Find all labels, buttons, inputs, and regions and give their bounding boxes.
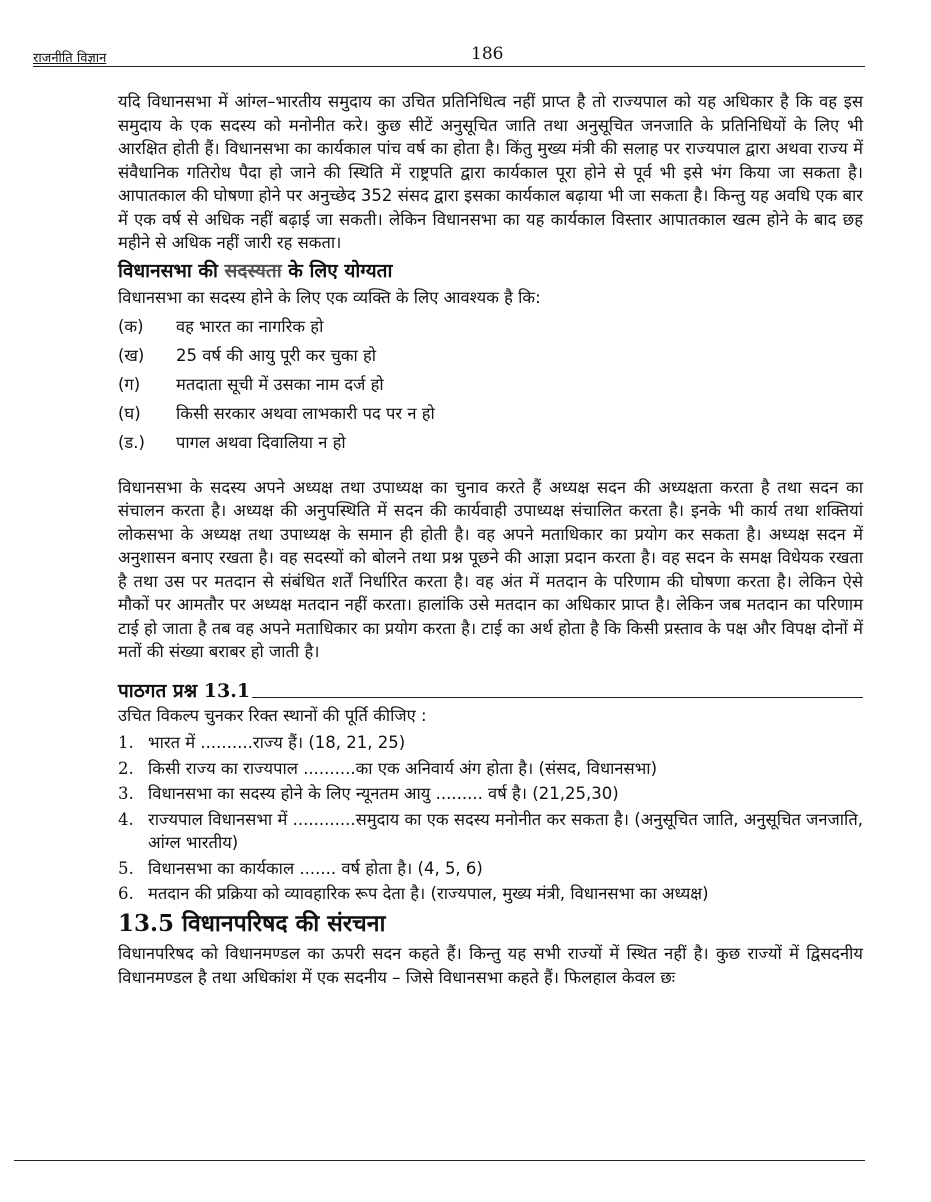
question-item	[118, 857, 863, 881]
list-marker: (ड.)	[118, 433, 145, 453]
question-item	[118, 757, 863, 781]
question-number: 1.	[118, 733, 134, 752]
qualification-intro: विधानसभा का सदस्य होने के लिए एक व्यक्ति के लिए आवश्यक है कि:	[118, 288, 541, 307]
question-number: 3.	[118, 784, 134, 803]
heading-part: के लिए योग्यता	[281, 259, 393, 282]
council-paragraph: विधानपरिषद को विधानमण्डल का ऊपरी सदन कहते हैं। किन्तु यह सभी राज्यों में स्थित नहीं है। कुछ राज्यों में द्विसदनीय विधानमण्डल है तथा अधिकांश में एक सदनीय – जिसे विधानसभा कहते हैं। फिलहाल केवल छः	[118, 944, 863, 987]
question-text: विधानसभा का कार्यकाल ....... वर्ष होता है। (4, 5, 6)	[148, 858, 483, 878]
question-number: 4.	[118, 809, 134, 829]
list-item	[118, 371, 863, 400]
question-text: भारत में ..........राज्य हैं। (18, 21, 25)	[148, 733, 406, 752]
list-item	[118, 429, 863, 458]
list-text: मतदाता सूची में उसका नाम दर्ज हो	[176, 375, 384, 395]
question-number: 5.	[118, 858, 134, 878]
list-marker: (ग)	[118, 375, 141, 395]
qualification-heading	[118, 260, 863, 284]
qualification-list	[118, 313, 863, 458]
list-item	[118, 400, 863, 429]
page-content	[118, 90, 863, 989]
question-number: 2.	[118, 758, 134, 778]
heading-part: विधानसभा की	[118, 259, 225, 282]
council-heading-text: विधानपरिषद की संरचना	[182, 910, 386, 937]
list-item	[118, 342, 863, 371]
footer-rule	[14, 1160, 865, 1161]
list-text: 25 वर्ष की आयु पूरी कर चुका हो	[176, 346, 377, 366]
question-item	[118, 782, 863, 806]
list-text: वह भारत का नागरिक हो	[176, 317, 324, 337]
questions-list	[118, 731, 863, 906]
subject-title: राजनीति विज्ञान	[33, 51, 107, 66]
question-item	[118, 808, 863, 855]
running-header	[33, 44, 865, 67]
questions-heading-row	[118, 676, 863, 704]
list-marker: (क)	[118, 317, 144, 337]
council-heading	[118, 909, 863, 937]
list-item	[118, 313, 863, 342]
list-marker: (घ)	[118, 404, 141, 424]
heading-rule	[252, 697, 863, 698]
list-text: पागल अथवा दिवालिया न हो	[176, 433, 346, 453]
heading-smudged-word: सदस्यता	[224, 259, 282, 282]
question-text: मतदान की प्रक्रिया को व्यावहारिक रूप देता है। (राज्यपाल, मुख्य मंत्री, विधानसभा का अध्यक्ष)	[148, 884, 709, 903]
council-heading-number: 13.5	[118, 909, 175, 937]
question-text: विधानसभा का सदस्य होने के लिए न्यूनतम आयु ......... वर्ष है। (21,25,30)	[148, 784, 619, 803]
list-marker: (ख)	[118, 346, 145, 366]
questions-instruction: उचित विकल्प चुनकर रिक्त स्थानों की पूर्ति कीजिए :	[118, 705, 427, 725]
question-text: किसी राज्य का राज्यपाल ..........का एक अनिवार्य अंग होता है। (संसद, विधानसभा)	[148, 758, 658, 778]
page-number: 186	[471, 44, 504, 64]
speaker-paragraph: विधानसभा के सदस्य अपने अध्यक्ष तथा उपाध्यक्ष का चुनाव करते हैं अध्यक्ष सदन की अध्यक्षता करता है तथा सदन का संचालन करता है। अध्यक्ष की अनुपस्थिति में सदन की कार्यवाही उपाध्यक्ष संचालित करता है। इनके भी कार्य तथा शक्तियां लोकसभा के अध्यक्ष तथा उपाध्यक्ष के समान ही होती है। वह अपने मताधिकार का प्रयोग कर सकता है। अध्यक्ष सदन में अनुशासन बनाए रखता है। वह सदस्यों को बोलने तथा प्रश्न पूछने की आज्ञा प्रदान करता है। वह सदन के समक्ष विधेयक रखता है तथा उस पर मतदान से संबंधित शर्तें निर्धारित करता है। वह अंत में मतदान के परिणाम की घोषणा करता है। लेकिन ऐसे मौकों पर आमतौर पर अध्यक्ष मतदान नहीं करता। हालांकि उसे मतदान का अधिकार प्राप्त है। लेकिन जब मतदान का परिणाम टाई हो जाता है तब वह अपने मताधिकार का प्रयोग करता है। टाई का अर्थ होता है कि किसी प्रस्ताव के पक्ष और विपक्ष दोनों में मतों की संख्या बराबर हो जाती है।	[118, 477, 863, 661]
question-number: 6.	[118, 884, 134, 903]
question-item	[118, 731, 863, 755]
questions-heading	[118, 680, 250, 704]
list-text: किसी सरकार अथवा लाभकारी पद पर न हो	[176, 404, 435, 424]
question-item	[118, 882, 863, 906]
questions-heading-number: 13.1	[203, 680, 251, 702]
questions-heading-label: पाठगत प्रश्न	[118, 680, 198, 702]
intro-paragraph: यदि विधानसभा में आंग्ल–भारतीय समुदाय का उचित प्रतिनिधित्व नहीं प्राप्त है तो राज्यपाल को यह अधिकार है कि वह इस समुदाय के एक सदस्य को मनोनीत करे। कुछ सीटें अनुसूचित जाति तथा अनुसूचित जनजाति के प्रतिनिधियों के लिए भी आरक्षित होती हैं। विधानसभा का कार्यकाल पांच वर्ष का होता है। किंतु मुख्य मंत्री की सलाह पर राज्यपाल द्वारा अथवा राज्य में संवैधानिक गतिरोध पैदा हो जाने की स्थिति में राष्ट्रपति द्वारा कार्यकाल पूरा होने से पूर्व भी इसे भंग किया जा सकता है। आपातकाल की घोषणा होने पर अनुच्छेद 352 संसद द्वारा इसका कार्यकाल बढ़ाया भी जा सकता है। किन्तु यह अवधि एक बार में एक वर्ष से अधिक नहीं बढ़ाई जा सकती। लेकिन विधानसभा का यह कार्यकाल विस्तार आपातकाल खत्म होने के बाद छह महीने से अधिक नहीं जारी रह सकता।	[118, 92, 863, 252]
question-text: राज्यपाल विधानसभा में ............समुदाय का एक सदस्य मनोनीत कर सकता है। (अनुसूचित जाति, अनुसूचित जनजाति, आंग्ल भारतीय)	[148, 809, 863, 852]
